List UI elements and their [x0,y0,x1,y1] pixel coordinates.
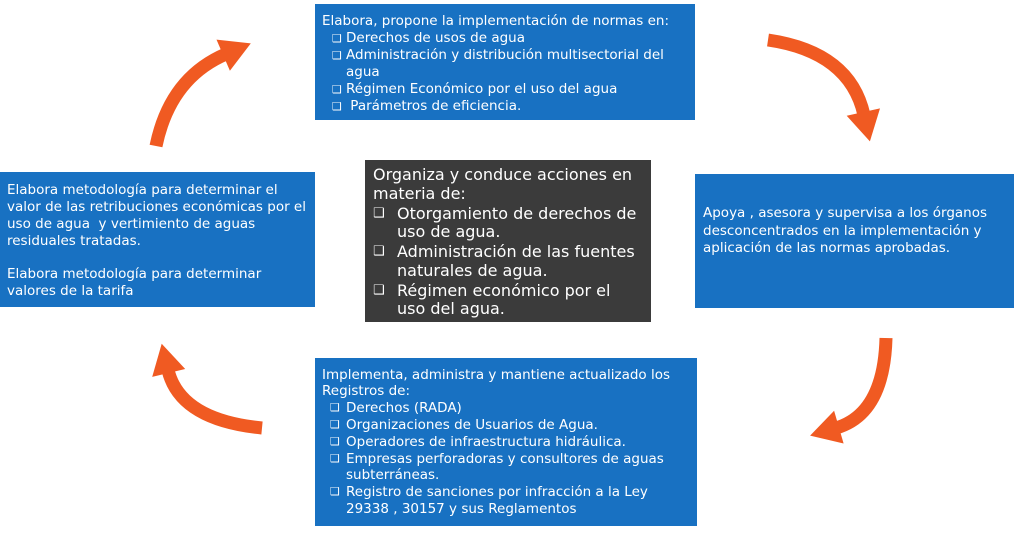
arrowhead [152,344,185,377]
arrow-shaft [768,40,864,115]
curved-arrow-top-right [768,40,880,141]
bottom-box-list [322,400,682,518]
list-item-text: Administración de las fuentes naturales de agua. [397,242,640,280]
left-box-paragraph: Elabora metodología para determinar el valor de las retribuciones económicas por el uso de agua y vertimiento de aguas residuales tratadas. [7,181,311,249]
list-item-text: Administración y distribución multisectorial del agua [346,47,669,80]
arrow-shaft [168,370,262,428]
list-item [332,98,688,115]
top-box [315,4,695,120]
checkbox-square-icon [330,484,340,501]
list-item-text: Empresas perforadoras y consultores de aguas subterráneas. [346,450,669,484]
center-box-list [373,205,641,319]
list-item [373,243,641,280]
checkbox-square-icon [373,205,385,224]
arrow-shaft [836,338,886,428]
checkbox-square-icon [332,30,342,47]
list-item [330,434,682,451]
list-item [332,30,688,47]
checkbox-square-icon [332,98,342,115]
list-item-text: Organizaciones de Usuarios de Agua. [346,416,598,433]
list-item [373,205,641,242]
checkbox-square-icon [373,282,385,301]
bottom-box-heading: Implementa, administra y mantiene actualizado los Registros de: [322,366,675,400]
curved-arrow-top-left [156,40,251,146]
list-item [330,417,682,434]
list-item-text: Derechos de usos de agua [346,30,526,46]
center-box [365,160,651,322]
list-item [330,451,682,485]
list-item-text: Régimen Económico por el uso del agua [346,81,618,97]
list-item [332,81,688,98]
checkbox-square-icon [332,81,342,98]
checkbox-square-icon [332,47,342,64]
list-item [330,484,682,518]
top-box-heading: Elabora, propone la implementación de normas en: [322,13,670,29]
arrowhead [810,411,844,444]
list-item [332,47,688,81]
list-item-text: Otorgamiento de derechos de uso de agua. [397,203,642,241]
left-box [0,172,315,307]
list-item-text: Derechos (RADA) [346,400,462,417]
arrowhead [847,108,880,141]
checkbox-square-icon [373,243,385,262]
bottom-box [315,358,697,526]
list-item-text: Parámetros de eficiencia. [346,98,522,114]
right-box-text: Apoya , asesora y supervisa a los órganos desconcentrados en la implementación y aplicación de las normas aprobadas. [703,205,992,256]
list-item-text: Régimen económico por el uso del agua. [397,280,616,318]
checkbox-square-icon [330,434,340,451]
checkbox-square-icon [330,417,340,434]
curved-arrow-bottom-left [152,344,262,428]
center-box-heading: Organiza y conduce acciones en materia de: [373,165,638,203]
right-box [695,174,1014,308]
checkbox-square-icon [330,451,340,468]
arrow-shaft [156,54,226,146]
left-box-paragraph: Elabora metodología para determinar valores de la tarifa [7,265,266,299]
checkbox-square-icon [330,400,340,417]
top-box-list [322,30,688,115]
list-item [373,282,641,319]
curved-arrow-bottom-right [810,338,886,444]
arrowhead [217,40,251,71]
list-item-text: Operadores de infraestructura hidráulica. [346,433,626,450]
list-item [330,400,682,417]
list-item-text: Registro de sanciones por infracción a la Ley 29338 , 30157 y sus Reglamentos [346,484,653,517]
